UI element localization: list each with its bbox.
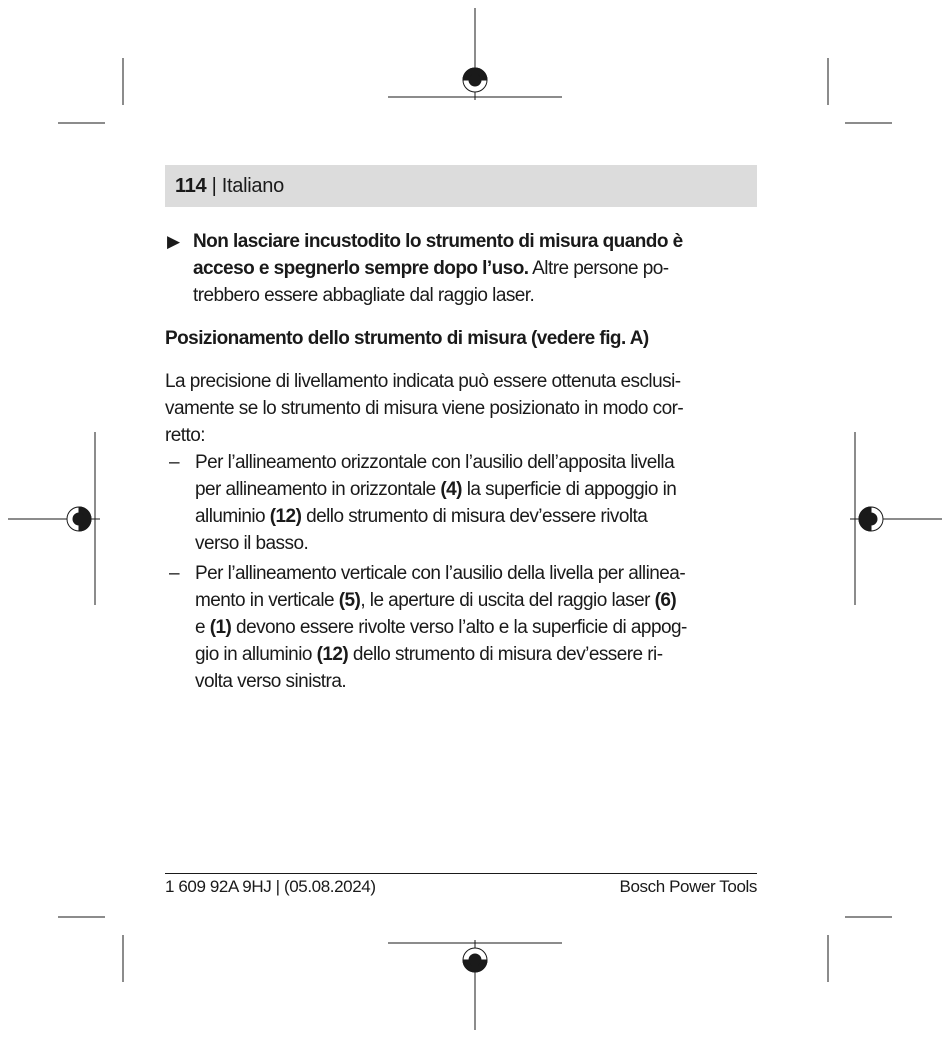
item-2-line-4b: dello strumento di misura dev’essere ri-	[348, 644, 663, 665]
list-item	[165, 449, 760, 557]
registration-mark-bottom	[388, 940, 562, 1030]
dash-bullet-icon: –	[169, 452, 180, 473]
warning-bold-line-1: Non lasciare incustodito lo strumento di misura quando è	[193, 231, 683, 252]
item-2-line-2b: , le aperture di uscita del raggio laser	[360, 590, 655, 611]
item-1-line-3b: dello strumento di misura dev’essere rivolta	[301, 506, 648, 527]
section-heading: Posizionamento dello strumento di misura (vedere fig. A)	[165, 328, 649, 349]
list-item	[165, 560, 760, 695]
warning-bold-line-2: acceso e spegnerlo sempre dopo l’uso.	[193, 258, 529, 279]
item-2-line-1: Per l’allineamento verticale con l’ausilio della livella per allinea-	[195, 563, 686, 584]
warning-text-line-3: trebbero essere abbagliate dal raggio laser.	[193, 285, 535, 306]
header-separator: |	[206, 175, 222, 197]
page-header	[165, 165, 757, 207]
ref-number: (5)	[338, 590, 361, 611]
ref-number: (12)	[316, 644, 349, 665]
item-2-line-3b: devono essere rivolte verso l’alto e la superficie di appog-	[231, 617, 687, 638]
footer-divider	[165, 873, 757, 874]
registration-mark-left	[8, 432, 100, 605]
header-language: Italiano	[221, 175, 284, 197]
footer-doc-id: 1 609 92A 9HJ | (05.08.2024)	[165, 877, 376, 896]
ref-number: (1)	[209, 617, 232, 638]
item-1-line-4: verso il basso.	[195, 533, 309, 554]
item-1-line-2b: la superficie di appoggio in	[461, 479, 677, 500]
registration-mark-right	[850, 432, 942, 605]
intro-line-2: vamente se lo strumento di misura viene posizionato in modo cor-	[165, 398, 684, 419]
triangle-bullet-icon: ▶	[167, 232, 180, 251]
ref-number: (4)	[440, 479, 462, 500]
item-2-line-5: volta verso sinistra.	[195, 671, 347, 692]
intro-line-1: La precisione di livellamento indicata può essere ottenuta esclusi-	[165, 371, 681, 392]
item-1-line-3a: alluminio	[195, 506, 270, 527]
item-1-line-2a: per allineamento in orizzontale	[195, 479, 441, 500]
page-content	[165, 228, 760, 695]
header-text	[175, 174, 284, 198]
warning-text-line-2: Altre persone po-	[528, 258, 669, 279]
footer-brand: Bosch Power Tools	[619, 877, 757, 896]
section-intro	[165, 368, 760, 449]
registration-mark-top	[388, 8, 562, 100]
item-2-line-2a: mento in verticale	[195, 590, 339, 611]
item-2-line-3a: e	[195, 617, 210, 638]
positioning-list	[165, 449, 760, 695]
ref-number: (12)	[269, 506, 302, 527]
item-2-line-4a: gio in alluminio	[195, 644, 317, 665]
item-1-line-1: Per l’allineamento orizzontale con l’ausilio dell’apposita livella	[195, 452, 675, 473]
ref-number: (6)	[654, 590, 677, 611]
intro-line-3: retto:	[165, 425, 205, 446]
page-number: 114	[175, 175, 207, 197]
dash-bullet-icon: –	[169, 563, 180, 584]
warning-paragraph	[165, 228, 760, 309]
